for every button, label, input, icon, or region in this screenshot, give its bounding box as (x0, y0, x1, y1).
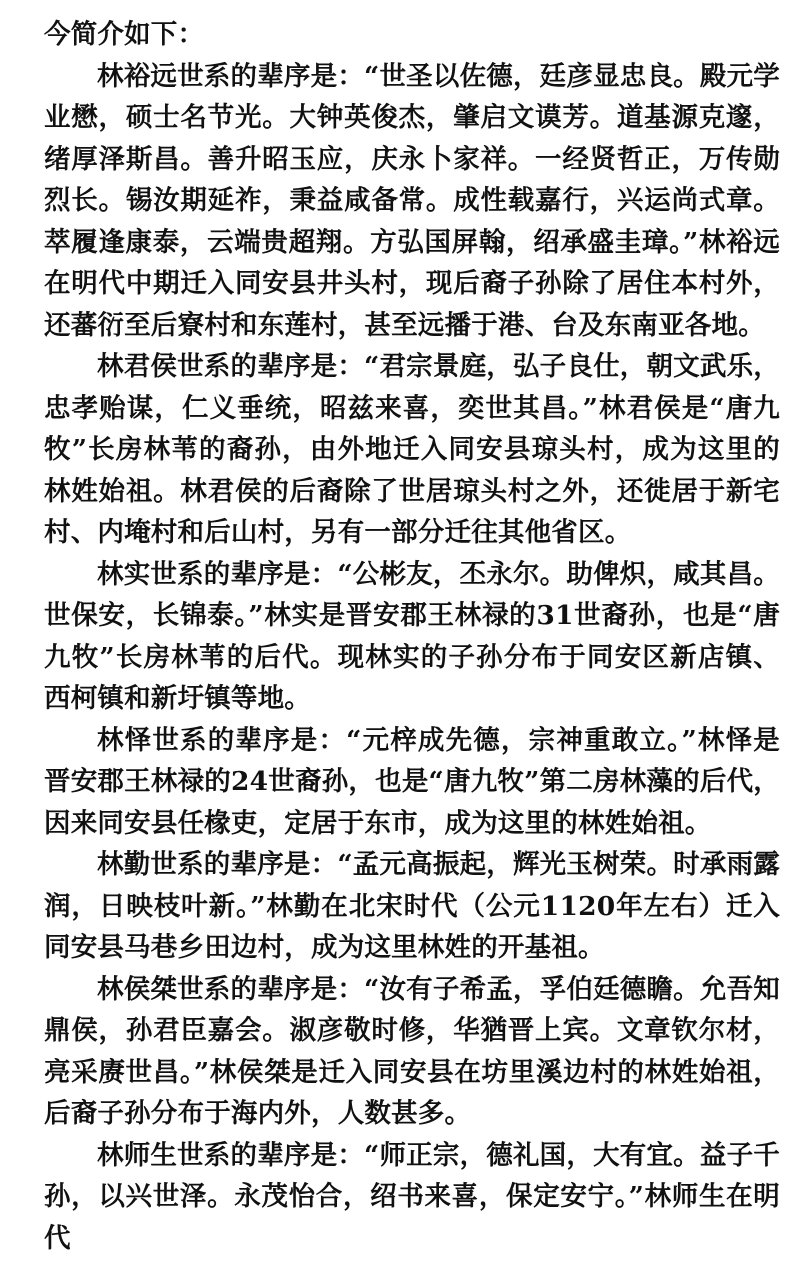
paragraph-lin-qin: 林勤世系的辈序是：“孟元高振起，辉光玉树荣。时承雨露润，日映枝叶新。”林勤在北宋时代（公元1120年左右）迁入同安县马巷乡田边村，成为这里林姓的开基祖。 (44, 849, 780, 963)
paragraph-lin-junhou: 林君侯世系的辈序是：“君宗景庭，弘子良仕，朝文武乐，忠孝贻谋，仁义垂统，昭兹来喜，奕世其昌。”林君侯是“唐九牧”长房林苇的裔孙，由外地迁入同安县琼头村，成为这里的林姓始祖。林君侯的后裔除了世居琼头村之外，还徙居于新宅村、内埯村和后山村，另有一部分迁往其他省区。 (44, 351, 780, 548)
paragraph-lin-shi: 林实世系的辈序是：“公彬友，丕永尔。助俾炽，咸其昌。世保安，长锦泰。”林实是晋安郡王林禄的31世裔孙，也是“唐九牧”长房林苇的后代。现林实的子孙分布于同安区新店镇、西柯镇和新圩镇等地。 (44, 558, 780, 714)
paragraph-lin-houjie: 林侯桀世系的辈序是：“汝有子希孟，孚伯廷德瞻。允吾知鼎侯，孙君臣嘉会。淑彦敬时修，华猶晋上宾。文章钦尔材，亮采赓世昌。”林侯桀是迁入同安县在坊里溪边村的林姓始祖，后裔子孙分布于海内外，人数甚多。 (44, 973, 780, 1129)
paragraph-lin-yuyuan: 林裕远世系的辈序是：“世圣以佐德，廷彦显忠良。殿元学业懋，硕士名节光。大钟英俊杰，肇启文谟芳。道基源克邃，绪厚泽斯昌。善升昭玉应，庆永卜家祥。一经贤哲正，万传勋烈长。锡汝期延祚，秉益咸备常。成性载嘉行，兴运尚式章。萃履逢康泰，云端贵超翔。方弘国屏翰，绍承盛圭璋。”林裕远在明代中期迁入同安县井头村，现后裔子孙除了居住本村外，还蕃衍至后寮村和东莲村，甚至远播于港、台及东南亚各地。 (44, 60, 780, 341)
intro-line: 今简介如下： (44, 19, 205, 50)
paragraph-lin-shisheng: 林师生世系的辈序是：“师正宗，德礼国，大有宜。益子千孙，以兴世泽。永茂怡合，绍书来喜，保定安宁。”林师生在明代 (44, 1139, 780, 1254)
document-page (44, 14, 780, 1259)
paragraph-lin-yi: 林怿世系的辈序是：“元梓成先德，宗神重敢立。”林怿是晋安郡王林禄的24世裔孙，也是“唐九牧”第二房林藻的后代，因来同安县任椽吏，定居于东市，成为这里的林姓始祖。 (44, 724, 780, 839)
